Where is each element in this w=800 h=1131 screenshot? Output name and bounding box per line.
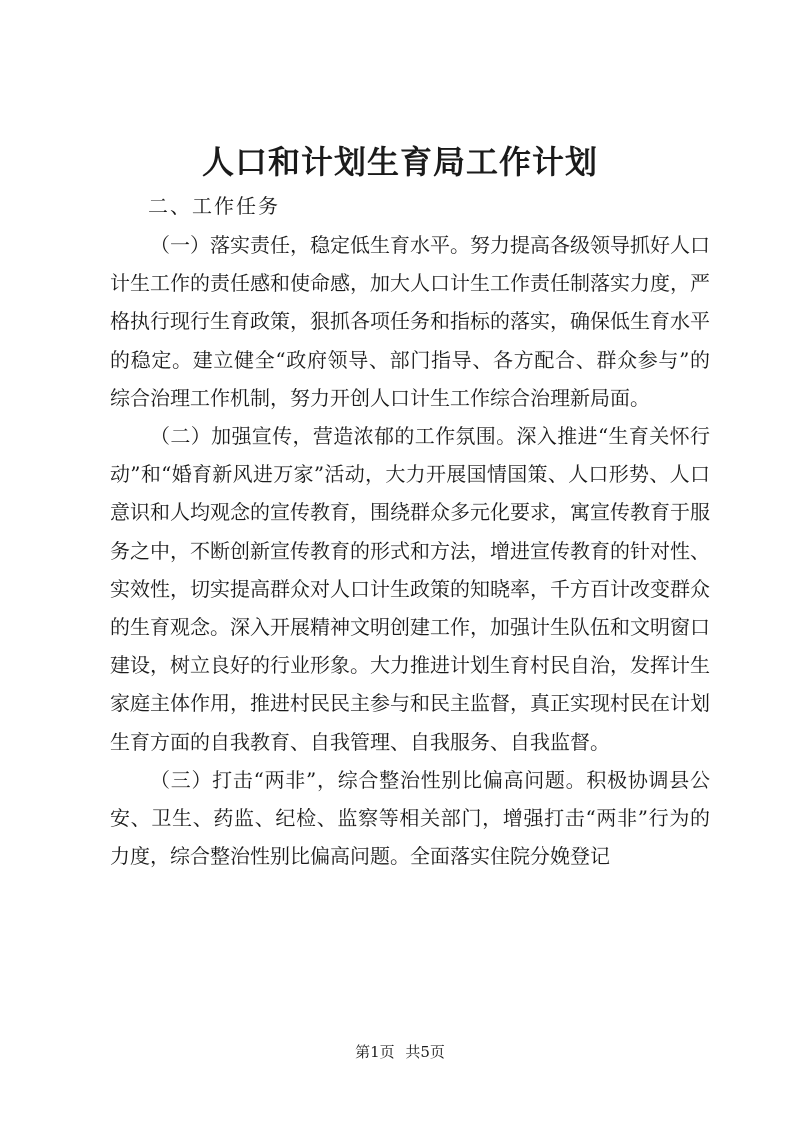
- page-number: 第1页: [355, 1043, 395, 1061]
- paragraph-2: （二）加强宣传，营造浓郁的工作氛围。深入推进“生育关怀行动”和“婚育新风进万家”活动，大力开展国情国策、人口形势、人口意识和人均观念的宣传教育，围绕群众多元化要求，寓宣传教育于服务之中，不断创新宣传教育的形式和方法，增进宣传教育的针对性、实效性，切实提高群众对人口计生政策的知晓率，千方百计改变群众的生育观念。深入开展精神文明创建工作，加强计生队伍和文明窗口建设，树立良好的行业形象。大力推进计划生育村民自治，发挥计生家庭主体作用，推进村民民主参与和民主监督，真正实现村民在计划生育方面的自我教育、自我管理、自我服务、自我监督。: [110, 424, 710, 754]
- section-heading: 二、工作任务: [148, 194, 280, 218]
- page-footer: [0, 1042, 800, 1062]
- document-body: [110, 226, 710, 875]
- paragraph-3: （三）打击“两非”，综合整治性别比偏高问题。积极协调县公安、卫生、药监、纪检、监察等相关部门，增强打击“两非”行为的力度，综合整治性别比偏高问题。全面落实住院分娩登记: [110, 767, 710, 869]
- page-total: 共5页: [405, 1043, 445, 1061]
- paragraph-1: （一）落实责任，稳定低生育水平。努力提高各级领导抓好人口计生工作的责任感和使命感，加大人口计生工作责任制落实力度，严格执行现行生育政策，狠抓各项任务和指标的落实，确保低生育水平的稳定。建立健全“政府领导、部门指导、各方配合、群众参与”的综合治理工作机制，努力开创人口计生工作综合治理新局面。: [110, 233, 710, 410]
- document-title: 人口和计划生育局工作计划: [201, 143, 598, 181]
